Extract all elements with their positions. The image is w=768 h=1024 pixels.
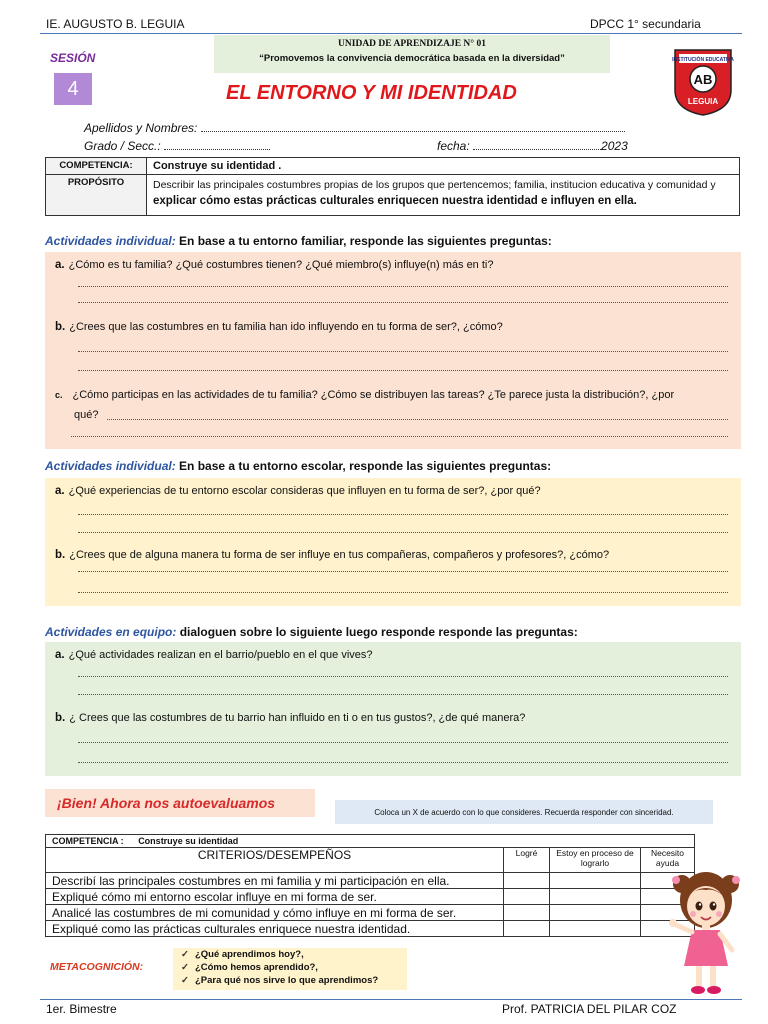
s3-qb-letter: b.	[55, 712, 66, 724]
grade-label: Grado / Secc.:	[84, 139, 161, 153]
s1-qb-text: ¿Crees que las costumbres en tu familia han ido influyendo en tu forma de ser?, ¿cómo?	[69, 321, 503, 333]
criterion-3-logre-cell[interactable]	[504, 905, 550, 921]
s1-answer-line[interactable]	[78, 370, 728, 371]
s1-qb-letter: b.	[55, 321, 66, 333]
s2-answer-line[interactable]	[78, 592, 728, 593]
criterion-1-logre-cell[interactable]	[504, 873, 550, 889]
date-field[interactable]	[437, 139, 628, 153]
competencia-table	[45, 157, 740, 216]
competencia-label: COMPETENCIA:	[46, 158, 147, 175]
proceso-header: Estoy en proceso de lograrlo	[550, 848, 641, 873]
criteria-table	[45, 834, 695, 937]
names-field[interactable]	[84, 121, 625, 135]
criterion-3-proceso-cell[interactable]	[550, 905, 641, 921]
date-year: 2023	[601, 139, 628, 153]
metacognition-item: ✓ ¿Para qué nos sirve lo que aprendimos?	[181, 975, 379, 986]
section1-instruction: En base a tu entorno familiar, responde las siguientes preguntas:	[175, 234, 552, 248]
names-label: Apellidos y Nombres:	[84, 121, 198, 135]
section2-instruction: En base a tu entorno escolar, responde las siguientes preguntas:	[175, 459, 552, 473]
s1-qa-letter: a.	[55, 259, 65, 271]
criterion-3: Analicé las costumbres de mi comunidad y cómo influye en mi forma de ser.	[46, 905, 504, 921]
s1-qc-text: ¿Cómo participas en las actividades de tu familia? ¿Cómo se distribuyen las tareas? ¿Te parece justa la distribución?, ¿por	[72, 389, 675, 401]
section1-head-label: Actividades individual:	[45, 234, 176, 248]
s1-answer-line[interactable]	[78, 351, 728, 352]
criteria-competencia-value: Construye su identidad	[138, 836, 239, 846]
unidad-title: UNIDAD DE APRENDIZAJE N° 01	[338, 39, 486, 49]
section3-panel	[45, 642, 741, 776]
section2-panel	[45, 478, 741, 606]
footer-divider	[40, 999, 742, 1000]
check-icon: ✓	[181, 949, 189, 960]
unidad-subtitle: “Promovemos la convivencia democrática basada en la diversidad”	[259, 53, 565, 64]
s1-answer-line[interactable]	[107, 419, 728, 420]
section3-heading	[45, 625, 578, 639]
section3-head-label: Actividades en equipo:	[45, 625, 177, 639]
s3-qa-text: ¿Qué actividades realizan en el barrio/pueblo en el que vives?	[68, 649, 373, 661]
criteria-competencia-row	[46, 835, 695, 848]
header-divider	[40, 33, 742, 34]
self-eval-note: Coloca un X de acuerdo con lo que consideres. Recuerda responder con sinceridad.	[335, 800, 713, 824]
s1-qc-letter: c.	[55, 390, 63, 400]
metacognition-box	[173, 948, 407, 990]
s2-answer-line[interactable]	[78, 571, 728, 572]
footer-teacher: Prof. PATRICIA DEL PILAR COZ	[502, 1002, 677, 1016]
svg-text:AB: AB	[693, 72, 713, 87]
purpose-part2: explicar cómo estas prácticas culturales enriquecen nuestra identidad e influyen en ella.	[153, 195, 637, 207]
course-name: DPCC 1° secundaria	[590, 17, 701, 31]
s1-qc-text2: qué?	[74, 409, 99, 421]
s2-answer-line[interactable]	[78, 514, 728, 515]
metacognition-item: ✓ ¿Qué aprendimos hoy?,	[181, 949, 304, 960]
s3-answer-line[interactable]	[78, 694, 728, 695]
s2-qb-letter: b.	[55, 549, 66, 561]
svg-text:INSTITUCIÓN EDUCATIVA: INSTITUCIÓN EDUCATIVA	[672, 57, 734, 63]
ayuda-header: Necesito ayuda	[641, 848, 695, 873]
section1-heading	[45, 234, 552, 248]
s2-qa-letter: a.	[55, 485, 65, 497]
purpose-text	[147, 175, 740, 216]
s2-answer-line[interactable]	[78, 532, 728, 533]
s2-question-a	[55, 485, 541, 497]
s3-answer-line[interactable]	[78, 676, 728, 677]
s3-question-b	[55, 712, 525, 724]
competencia-value: Construye su identidad .	[147, 158, 740, 175]
check-icon: ✓	[181, 962, 189, 973]
purpose-label: PROPÓSITO	[46, 175, 147, 216]
s3-answer-line[interactable]	[78, 762, 728, 763]
grade-input-line[interactable]	[164, 139, 270, 150]
date-input-line[interactable]	[473, 139, 601, 150]
criterion-4-proceso-cell[interactable]	[550, 921, 641, 937]
grade-field[interactable]	[84, 139, 270, 153]
purpose-part1: Describir las principales costumbres propias de los grupos que pertencemos; familia, institucion educativa y comunidad y	[153, 179, 716, 191]
s2-question-b	[55, 549, 609, 561]
criterion-4-logre-cell[interactable]	[504, 921, 550, 937]
session-label: SESIÓN	[50, 51, 96, 65]
section2-head-label: Actividades individual:	[45, 459, 176, 473]
metacognition-item: ✓ ¿Cómo hemos aprendido?,	[181, 962, 318, 973]
svg-text:LEGUIA: LEGUIA	[687, 97, 719, 106]
s3-answer-line[interactable]	[78, 742, 728, 743]
section2-heading	[45, 459, 551, 473]
metacognition-label: METACOGNICIÓN:	[50, 961, 144, 973]
s3-question-a	[55, 649, 373, 661]
section3-instruction: dialoguen sobre lo siguiente luego responde responde las preguntas:	[176, 625, 578, 639]
s1-answer-line[interactable]	[78, 302, 728, 303]
criterion-4: Expliqué como las prácticas culturales enriquece nuestra identidad.	[46, 921, 504, 937]
s3-qa-letter: a.	[55, 649, 65, 661]
page-title: EL ENTORNO Y MI IDENTIDAD	[226, 82, 517, 104]
self-eval-banner: ¡Bien! Ahora nos autoevaluamos	[45, 789, 315, 817]
check-icon: ✓	[181, 975, 189, 986]
criterion-2-proceso-cell[interactable]	[550, 889, 641, 905]
s2-qb-text: ¿Crees que de alguna manera tu forma de ser influye en tus compañeras, compañeros y profesores?, ¿cómo?	[69, 549, 610, 561]
criterion-1: Describí las principales costumbres en mi familia y mi participación en ella.	[46, 873, 504, 889]
s1-answer-line[interactable]	[78, 286, 728, 287]
date-label: fecha:	[437, 139, 470, 153]
s1-question-b	[55, 321, 503, 333]
section1-panel	[45, 252, 741, 449]
criteria-header: CRITERIOS/DESEMPEÑOS	[46, 848, 504, 873]
criterion-2-logre-cell[interactable]	[504, 889, 550, 905]
names-input-line[interactable]	[201, 121, 625, 132]
criteria-competencia-label: COMPETENCIA :	[52, 836, 124, 846]
s1-answer-line[interactable]	[71, 436, 728, 437]
logre-header: Logré	[504, 848, 550, 873]
footer-term: 1er. Bimestre	[46, 1002, 117, 1016]
unidad-box	[214, 35, 610, 73]
girl-illustration	[666, 866, 746, 998]
s3-qb-text: ¿ Crees que las costumbres de tu barrio han influido en ti o en tus gustos?, ¿de qué manera?	[69, 712, 526, 724]
criterion-1-proceso-cell[interactable]	[550, 873, 641, 889]
school-logo	[671, 48, 735, 116]
s1-qa-text: ¿Cómo es tu familia? ¿Qué costumbres tienen? ¿Qué miembro(s) influye(n) más en ti?	[68, 259, 494, 271]
school-name: IE. AUGUSTO B. LEGUIA	[46, 17, 185, 31]
criterion-2: Expliqué cómo mi entorno escolar influye en mi forma de ser.	[46, 889, 504, 905]
session-number: 4	[54, 73, 92, 105]
s1-question-a	[55, 259, 493, 271]
s2-qa-text: ¿Qué experiencias de tu entorno escolar consideras que influyen en tu forma de ser?, ¿por qué?	[68, 485, 541, 497]
